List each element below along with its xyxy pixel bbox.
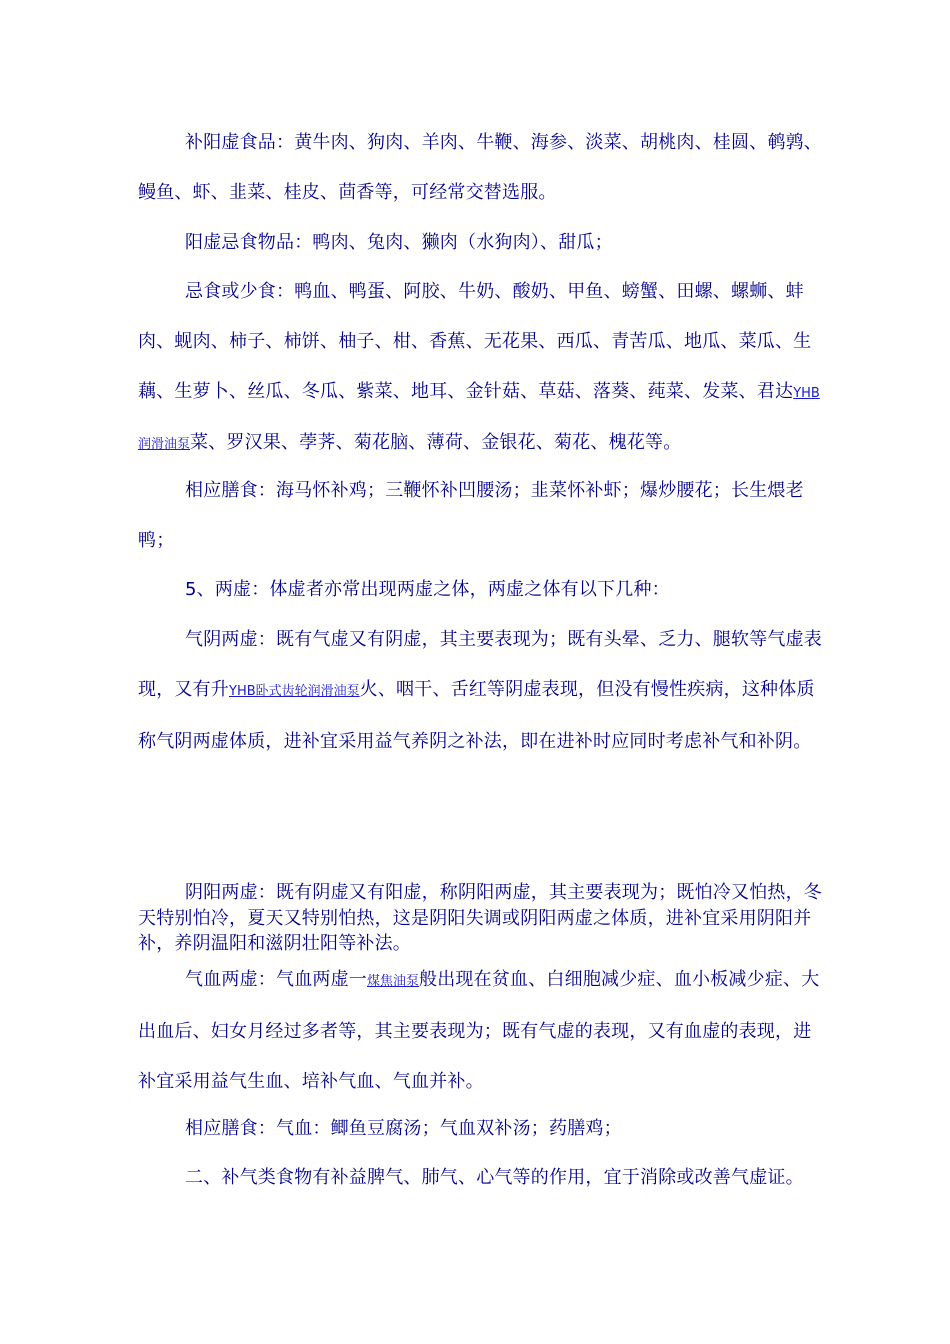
paragraph-qi-tonifying-foods: 二、补气类食物有补益脾气、肺气、心气等的作用，宜于消除或改善气虚证。 <box>185 1167 804 1188</box>
paragraph-yang-deficiency-avoid: 阳虚忌食物品：鸭肉、兔肉、獭肉（水狗肉）、甜瓜； <box>185 232 613 253</box>
paragraph-avoid-or-reduce: 忌食或少食：鸭血、鸭蛋、阿胶、牛奶、酸奶、甲鱼、螃蟹、田螺、螺蛳、蚌肉、蚬肉、柿子、柿饼、柚子、柑、香蕉、无花果、西瓜、青苦瓜、地瓜、菜瓜、生藕、生萝卜、丝瓜、冬瓜、紫菜、地耳、金针菇、草菇、落葵、莼菜、发菜、君达YHB润滑油泵菜、罗汉果、荸荠、菊花脑、薄荷、金银花、菊花、槐花等。 <box>138 281 820 454</box>
link-yhb-gear-oil-pump[interactable]: YHB卧式齿轮润滑油泵 <box>229 683 360 699</box>
paragraph-qi-blood-deficiency: 气血两虚：气血两虚一煤焦油泵般出现在贫血、白细胞减少症、血小板减少症、大出血后、妇女月经过多者等，其主要表现为；既有气虚的表现，又有血虚的表现，进补宜采用益气生血、培补气血、气血并补。 <box>138 969 820 1092</box>
link-coal-tar-pump[interactable]: 煤焦油泵 <box>367 974 420 989</box>
paragraph-yin-yang-deficiency: 阴阳两虚：既有阴虚又有阳虚，称阴阳两虚，其主要表现为；既怕冷又怕热，冬天特别怕冷，夏天又特别怕热，这是阴阳失调或阴阳两虚之体质，进补宜采用阴阳并补，养阴温阳和滋阴壮阳等补法。 <box>138 882 822 954</box>
paragraph-corresponding-diet: 相应膳食：海马怀补鸡；三鞭怀补凹腰汤；韭菜怀补虾；爆炒腰花；长生煨老鸭； <box>138 480 804 551</box>
paragraph-two-deficiencies: 5、两虚：体虚者亦常出现两虚之体，两虚之体有以下几种： <box>185 579 670 600</box>
paragraph-qi-blood-diet: 相应膳食：气血：鲫鱼豆腐汤；气血双补汤；药膳鸡； <box>185 1118 622 1139</box>
paragraph-yang-deficiency-foods: 补阳虚食品：黄牛肉、狗肉、羊肉、牛鞭、海参、淡菜、胡桃肉、桂圆、鹌鹑、鳗鱼、虾、韭菜、桂皮、茴香等，可经常交替选服。 <box>138 132 822 203</box>
paragraph-qi-yin-deficiency: 气阴两虚：既有气虚又有阴虚，其主要表现为；既有头晕、乏力、腿软等气虚表现，又有升YHB卧式齿轮润滑油泵火、咽干、舌红等阴虚表现，但没有慢性疾病，这种体质称气阴两虚体质，进补宜采用益气养阴之补法，即在进补时应同时考虑补气和补阴。 <box>138 629 822 752</box>
link-yhb-lubricating-oil-pump[interactable]: YHB润滑油泵 <box>138 385 820 453</box>
